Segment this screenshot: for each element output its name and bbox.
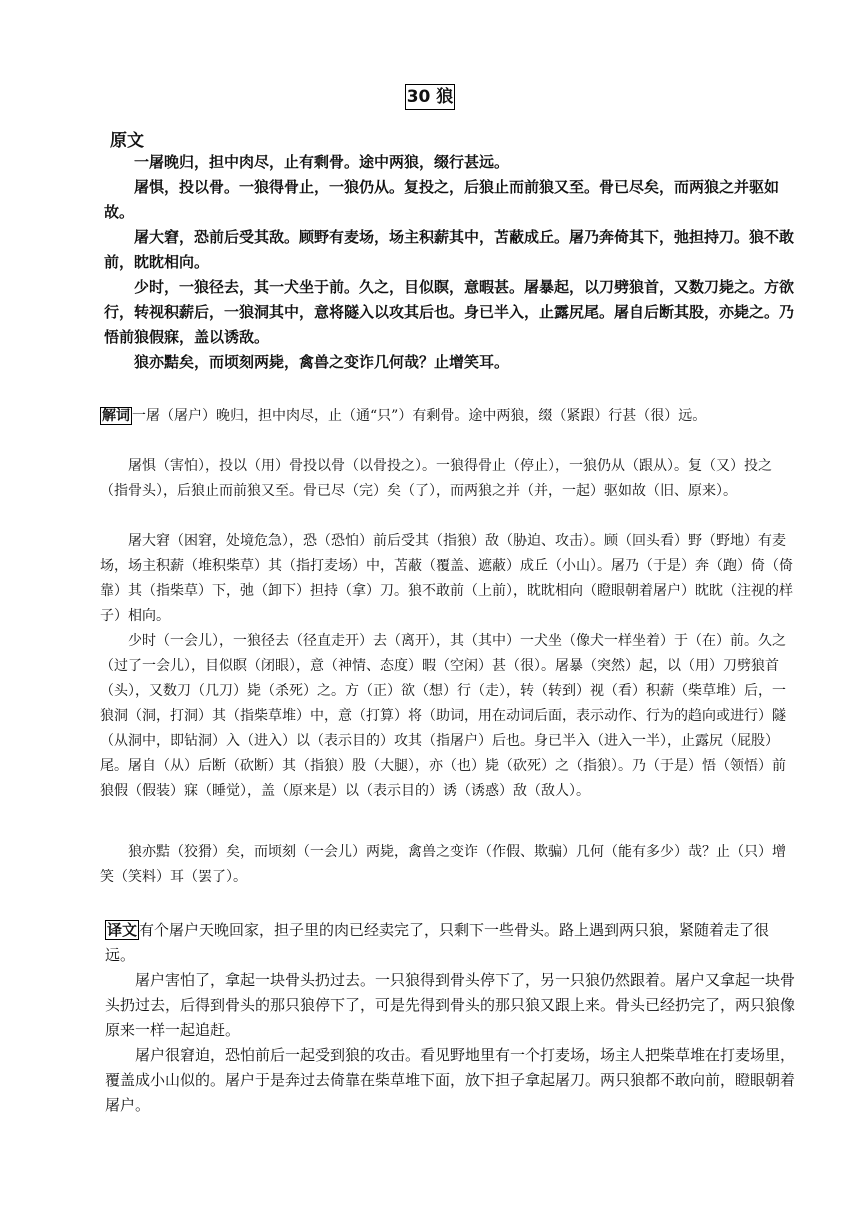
section-heading-yuanwen: 原文: [110, 131, 144, 151]
yuanwen-paragraph: 屠大窘，恐前后受其敌。顾野有麦场，场主积薪其中，苫蔽成丘。屠乃奔倚其下，弛担持刀。狼不敢前，眈眈相向。: [104, 228, 795, 271]
yiwen-paragraph: [105, 918, 795, 968]
jieci-paragraph: 少时（一会儿），一狼径去（径直走开）去（离开），其（其中）一犬坐（像犬一样坐着）于（在）前。久之（过了一会儿），目似瞑（闭眼），意（神情、态度）暇（空闲）甚（很）。屠暴（突然）起，以（用）刀劈狼首（头），又数刀（几刀）毙（杀死）之。方（正）欲（想）行（走），转（转到）视（看）积薪（柴草堆）后，一狼洞（洞，打洞）其（指柴草堆）中，意（打算）将（助词，用在动词后面，表示动作、行为的趋向或进行）隧（从洞中，即钻洞）入（进入）以（表示目的）攻其（指屠户）后也。身已半入（进入一半），止露尻（屁股）尾。屠自（从）后断（砍断）其（指狼）股（大腿），亦（也）毙（砍死）之（指狼）。乃（于是）悟（领悟）前狼假（假装）寐（睡觉），盖（原来是）以（表示目的）诱（诱惑）敌（敌人）。: [100, 633, 786, 799]
jieci-paragraph: [100, 404, 794, 429]
page-title: 30 狼: [405, 84, 455, 110]
jieci-paragraph: 屠大窘（困窘，处境危急），恐（恐怕）前后受其（指狼）敌（胁迫、攻击）。顾（回头看）野（野地）有麦场，场主积薪（堆积柴草）其（指打麦场）中，苫蔽（覆盖、遮蔽）成丘（小山）。屠乃（于是）奔（跑）倚（倚靠）其（指柴草）下，弛（卸下）担持（拿）刀。狼不敢前（上前），眈眈相向（瞪眼朝着屠户）眈眈（注视的样子）相向。: [100, 533, 793, 624]
yiwen-text: 有个屠户天晚回家，担子里的肉已经卖完了，只剩下一些骨头。路上遇到两只狼，紧随着走了很远。: [105, 921, 770, 964]
yiwen-paragraph: 屠户害怕了，拿起一块骨头扔过去。一只狼得到骨头停下了，另一只狼仍然跟着。屠户又拿起一块骨头扔过去，后得到骨头的那只狼停下了，可是先得到骨头的那只狼又跟上来。骨头已经扔完了，两只狼像原来一样一起追赶。: [105, 971, 796, 1039]
yuanwen-paragraph: 屠惧，投以骨。一狼得骨止，一狼仍从。复投之，后狼止而前狼又至。骨已尽矣，而两狼之并驱如故。: [104, 178, 780, 221]
yuanwen-paragraph: 一屠晚归，担中肉尽，止有剩骨。途中两狼，缀行甚远。: [134, 153, 510, 171]
yiwen-paragraph: 屠户很窘迫，恐怕前后一起受到狼的攻击。看见野地里有一个打麦场，场主人把柴草堆在打麦场里，覆盖成小山似的。屠户于是奔过去倚靠在柴草堆下面，放下担子拿起屠刀。两只狼都不敢向前，瞪眼朝着屠户。: [105, 1046, 796, 1114]
jieci-paragraph: 狼亦黠（狡猾）矣，而顷刻（一会儿）两毙，禽兽之变诈（作假、欺骗）几何（能有多少）哉？止（只）增笑（笑料）耳（罢了）。: [100, 844, 786, 885]
jieci-paragraph: 屠惧（害怕），投以（用）骨投以骨（以骨投之）。一狼得骨止（停止），一狼仍从（跟从）。复（又）投之（指骨头），后狼止而前狼又至。骨已尽（完）矣（了），而两狼之并（并，一起）驱如故（旧、原来）。: [100, 458, 772, 499]
jieci-label: 解词: [102, 408, 130, 424]
yuanwen-paragraph: 少时，一狼径去，其一犬坐于前。久之，目似瞑，意暇甚。屠暴起，以刀劈狼首，又数刀毙之。方欲行，转视积薪后，一狼洞其中，意将隧入以攻其后也。身已半入，止露尻尾。屠自后断其股，亦毙之。乃悟前狼假寐，盖以诱敌。: [104, 278, 795, 346]
yuanwen-paragraph: 狼亦黠矣，而顷刻两毙，禽兽之变诈几何哉？止增笑耳。: [134, 353, 510, 371]
yiwen-label: 译文: [107, 921, 138, 939]
jieci-text: 一屠（屠户）晚归，担中肉尽，止（通“只”）有剩骨。途中两狼，缀（紧跟）行甚（很）远。: [132, 408, 707, 424]
